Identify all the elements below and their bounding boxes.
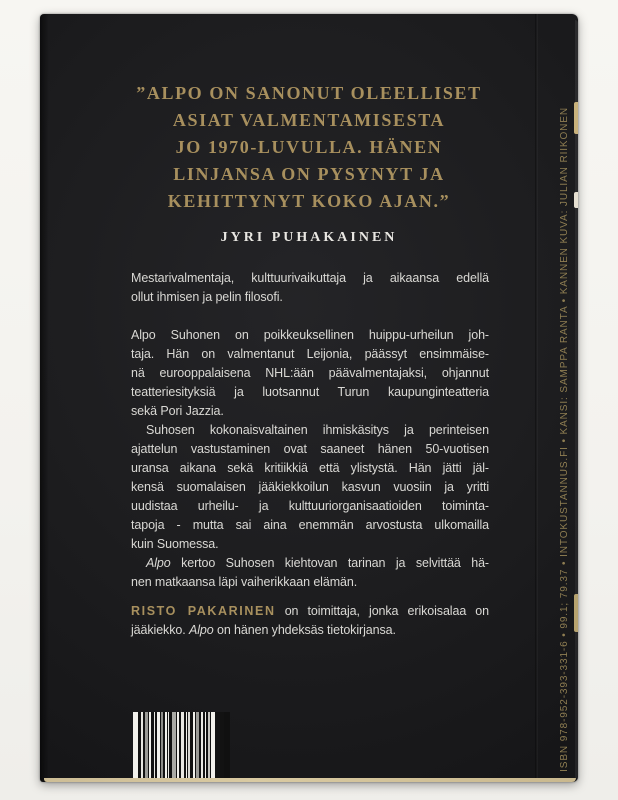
- text-line: uransa aikana sekä kritiikkiä että ylistystä. Hän jätti jäl-: [131, 461, 489, 475]
- page-edge-notch: [574, 192, 578, 208]
- quote-line: JO 1970-LUVULLA. HÄNEN: [175, 137, 443, 157]
- text-line: kuin Suomessa.: [131, 537, 219, 551]
- book-title-italic: Alpo: [188, 623, 214, 637]
- text-line: Mestarivalmentaja, kulttuurivaikuttaja ja aikaansa edellä: [131, 271, 489, 285]
- barcode: [133, 712, 230, 778]
- text-line: [131, 554, 489, 573]
- text-line: sekä Pori Jazzia.: [131, 404, 224, 418]
- book-back-cover: [40, 14, 578, 782]
- text-line: nen matkaansa läpi vaiherikkaan elämän.: [131, 575, 358, 589]
- quote-line: ”ALPO ON SANONUT OLEELLISET: [136, 83, 482, 103]
- text-line: nä eurooppalaisena NHL:ään päävalmentajaksi, ohjannut: [131, 366, 489, 380]
- page-edge-notch: [574, 102, 578, 134]
- book-title-italic: Alpo: [146, 556, 171, 570]
- author-paragraph: [131, 602, 489, 640]
- text-line: kensä suomalaisen jääkiekkoilun kasvun vuosiin ja yritti: [131, 480, 489, 494]
- quote-line: KEHITTYNYT KOKO AJAN.”: [167, 191, 451, 211]
- text-line: teatteriesityksiä ja luotsannut Turun kaupunginteatteria: [131, 385, 489, 399]
- text-line: tapoja - mutta sai aina enemmän arvostusta ulkomailla: [131, 518, 489, 532]
- back-cover-text: [131, 269, 489, 640]
- text-segment: on toimittaja, jonka erikoisalaa on: [275, 604, 490, 618]
- author-name-highlight: RISTO PAKARINEN: [131, 604, 276, 618]
- book-summary-paragraph: [131, 554, 489, 592]
- bio-paragraph: [131, 326, 489, 421]
- text-segment: kertoo Suhosen kiehtovan tarinan ja selvittää hä-: [170, 556, 489, 570]
- cover-quote: [70, 80, 548, 215]
- text-line: [131, 621, 489, 640]
- text-line: ollut ihmisen ja pelin filosofi.: [131, 290, 283, 304]
- quote-attribution: JYRI PUHAKAINEN: [220, 230, 398, 245]
- intro-paragraph: [131, 269, 489, 307]
- text-line: ajattelun vastustaminen ovat saaneet hänen 50-vuotisen: [131, 442, 489, 456]
- page-edge-notch: [574, 594, 578, 632]
- quote-line: ASIAT VALMENTAMISESTA: [172, 110, 446, 130]
- text-line: taja. Hän on valmentanut Leijonia, päässyt ensimmäise-: [131, 347, 489, 361]
- text-line: Suhosen kokonaisvaltainen ihmiskäsitys ja perinteisen: [146, 423, 489, 437]
- quote-line: LINJANSA ON PYSYNYT JA: [173, 164, 445, 184]
- text-line: [131, 602, 489, 621]
- text-line: Alpo Suhonen on poikkeuksellinen huippu-urheilun joh-: [131, 328, 489, 342]
- text-line: uudistaa urheilu- ja kulttuuriorganisaatioiden toiminta-: [131, 499, 489, 513]
- barcode-bar: [215, 712, 224, 778]
- page-edge-bottom: [44, 778, 576, 782]
- career-paragraph: [131, 421, 489, 554]
- text-segment: on hänen yhdeksäs tietokirjansa.: [213, 623, 396, 637]
- text-segment: jääkiekko.: [131, 623, 189, 637]
- spine-info-text: ISBN 978-952-393-331-6 • 99.1; 79.37 • INTOKUSTANNUS.FI • KANSI: SAMPPA RANTA • KANNEN KUVA: JULIAN RIIKONEN: [559, 107, 570, 772]
- cover-left-fold-shading: [40, 14, 49, 782]
